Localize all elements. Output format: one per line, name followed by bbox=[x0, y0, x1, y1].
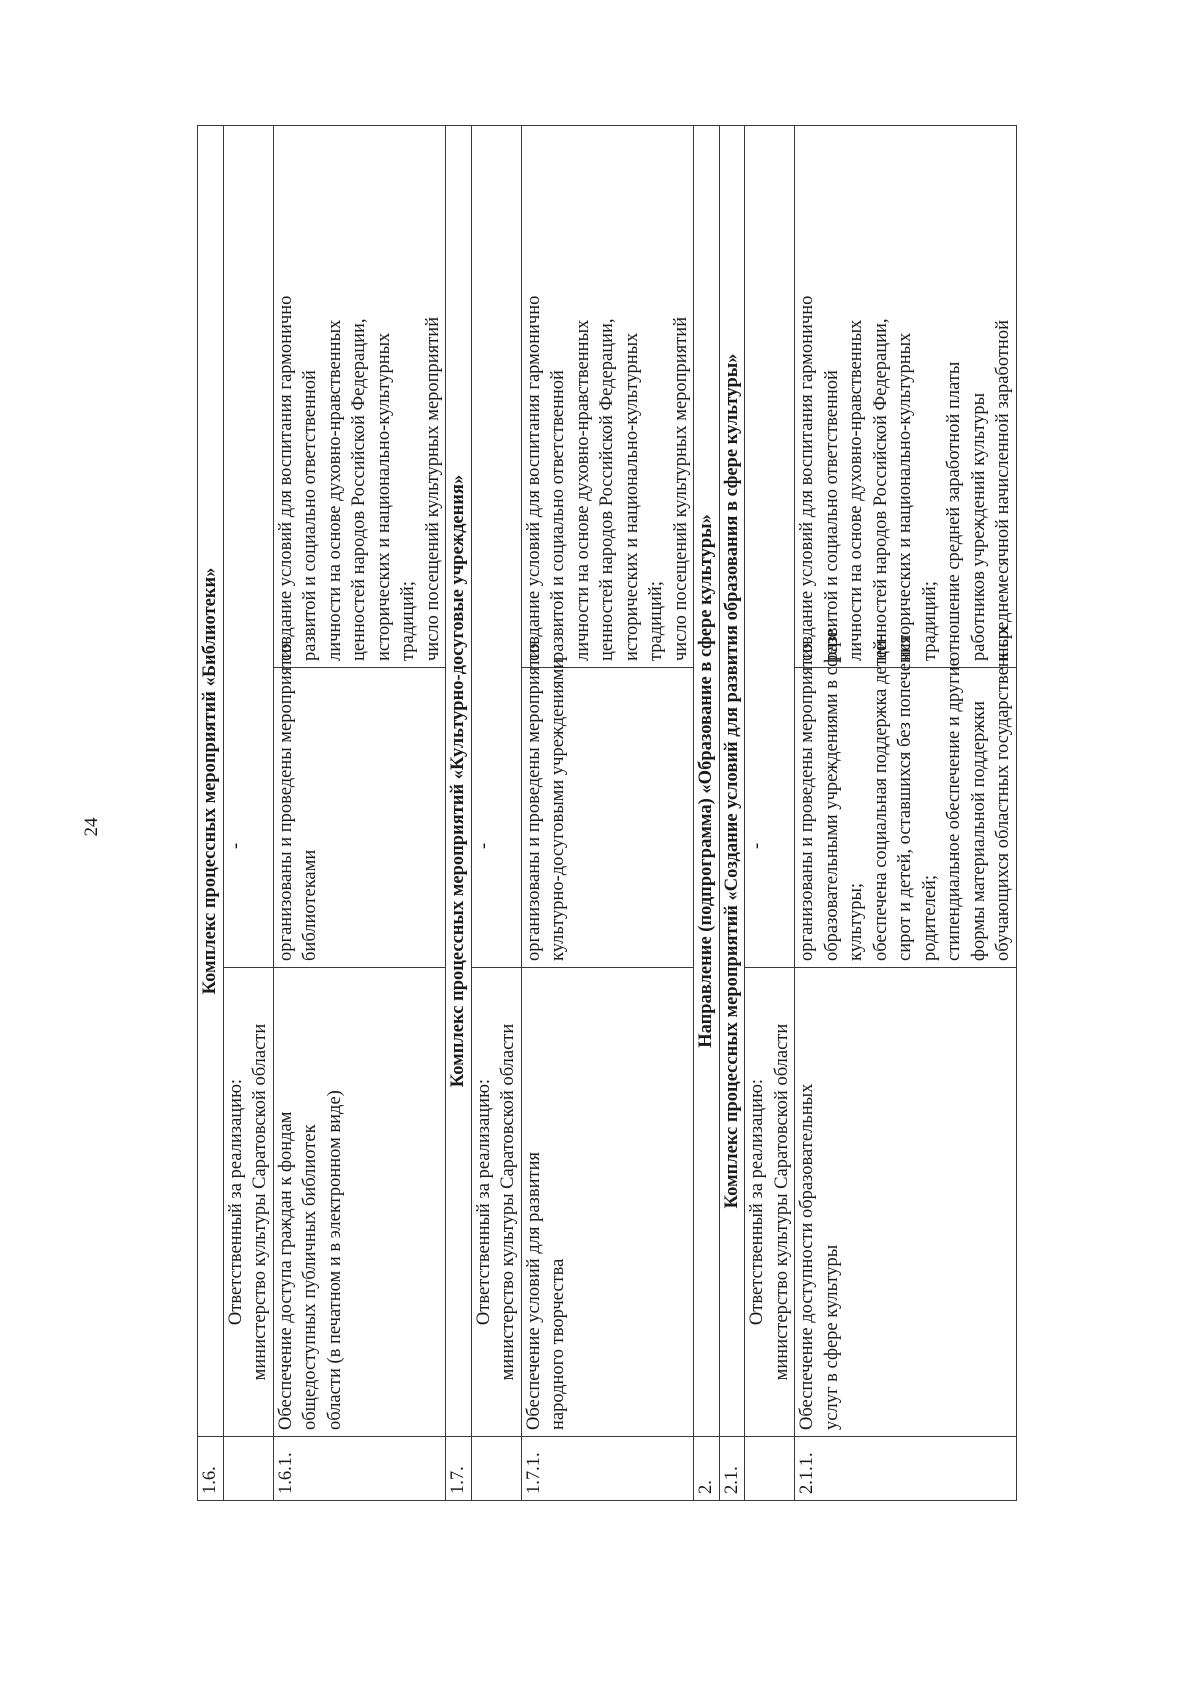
task-row bbox=[521, 125, 694, 1500]
section-heading-row bbox=[719, 125, 745, 1500]
effect-line: образовательными учреждениями в сфере bbox=[821, 629, 842, 961]
link-line: традиций; bbox=[646, 581, 666, 661]
responsible-dash-cell bbox=[745, 125, 795, 967]
link-line: исторических и национально-культурных bbox=[895, 332, 915, 661]
link-line: ценностей народов Российской Федерации, bbox=[349, 318, 369, 661]
row-number: 1.7.1. bbox=[521, 1437, 694, 1501]
effect-line: культурно-досуговыми учреждениями bbox=[548, 658, 568, 961]
row-number: 2.1. bbox=[719, 1437, 745, 1501]
section-heading: Комплекс процессных мероприятий «Культурно-досуговые учреждения» bbox=[446, 125, 472, 1436]
link-line: личности на основе духовно-нравственных bbox=[572, 319, 593, 661]
link-line: развитой и социально ответственной bbox=[300, 370, 320, 661]
page-number: 24 bbox=[81, 817, 102, 837]
link-line: личности на основе духовно-нравственных bbox=[324, 319, 345, 661]
effect-line: обучающихся областных государственных bbox=[993, 625, 1013, 961]
effect-line: стипендиальное обеспечение и другие bbox=[944, 658, 964, 961]
link-line: исторических и национально-культурных bbox=[373, 332, 394, 661]
dash-mark: - bbox=[473, 842, 494, 849]
task-line: общедоступных публичных библиотек bbox=[300, 1124, 320, 1430]
rotated-table-frame bbox=[197, 126, 1013, 1501]
section-heading-row bbox=[198, 125, 224, 1500]
task-cell bbox=[273, 968, 446, 1437]
link-line: к среднемесячной начисленной заработной bbox=[993, 320, 1013, 661]
link-line: число посещений культурных мероприятий bbox=[422, 316, 443, 661]
link-line: традиций; bbox=[398, 581, 418, 661]
responsible-text bbox=[471, 968, 521, 1437]
effect-cell bbox=[521, 640, 694, 968]
responsible-dash-cell bbox=[223, 125, 273, 967]
link-line: создание условий для воспитания гармонично bbox=[797, 295, 817, 661]
section-heading: Комплекс процессных мероприятий «Создание условий для развития образования в сфере культуры» bbox=[719, 125, 745, 1436]
responsible-label: Ответственный за реализацию: bbox=[225, 1078, 246, 1326]
link-cell bbox=[521, 125, 694, 667]
row-number: 1.7. bbox=[446, 1437, 472, 1501]
effect-line: культуры; bbox=[846, 882, 866, 961]
row-number: 1.6. bbox=[198, 1437, 224, 1501]
effect-cell bbox=[795, 625, 1017, 968]
effect-line: сирот и детей, оставшихся без попечения bbox=[895, 634, 915, 961]
task-row bbox=[795, 125, 1017, 1500]
responsible-label: Ответственный за реализацию: bbox=[747, 1078, 767, 1326]
effect-line: родителей; bbox=[919, 874, 940, 961]
dash-mark: - bbox=[747, 842, 767, 849]
task-line: услуг в сфере культуры bbox=[821, 1244, 842, 1430]
link-line: личности на основе духовно-нравственных bbox=[846, 319, 866, 661]
link-line: создание условий для воспитания гармонично bbox=[523, 295, 544, 661]
link-line: ценностей народов Российской Федерации, bbox=[597, 318, 617, 661]
row-number: 1.6.1. bbox=[273, 1437, 446, 1501]
effect-line: обеспечена социальная поддержка детей- bbox=[870, 634, 891, 961]
dash-mark: - bbox=[225, 842, 246, 849]
responsible-text bbox=[223, 968, 273, 1437]
effect-line: библиотеками bbox=[300, 849, 320, 961]
row-number: 2.1.1. bbox=[795, 1437, 1017, 1501]
responsible-ministry: министерство культуры Саратовской области bbox=[250, 1023, 270, 1381]
effect-line: организованы и проведены мероприятия bbox=[523, 640, 544, 961]
link-line: работников учреждений культуры bbox=[968, 392, 989, 661]
link-line: отношение средней заработной платы bbox=[944, 361, 964, 661]
effect-line: организованы и проведены мероприятия bbox=[797, 640, 817, 961]
direction-heading: Направление (подпрограмма) «Образование в сфере культуры» bbox=[694, 125, 720, 1436]
row-number-empty bbox=[745, 1437, 795, 1501]
task-line: Обеспечение доступности образовательных bbox=[797, 1083, 817, 1430]
direction-heading-row bbox=[694, 125, 720, 1500]
section-heading: Комплекс процессных мероприятий «Библиотеки» bbox=[198, 125, 224, 1436]
effect-cell bbox=[273, 640, 446, 968]
task-cell bbox=[795, 968, 1017, 1437]
link-line: развитой и социально ответственной bbox=[548, 370, 568, 661]
row-number-empty bbox=[223, 1437, 273, 1501]
responsible-dash-cell bbox=[471, 125, 521, 967]
responsible-row bbox=[223, 125, 273, 1500]
row-number-empty bbox=[471, 1437, 521, 1501]
responsible-text bbox=[745, 968, 795, 1437]
link-line: традиций; bbox=[919, 581, 940, 661]
responsible-label: Ответственный за реализацию: bbox=[473, 1078, 494, 1326]
responsible-row bbox=[745, 125, 795, 1500]
responsible-ministry: министерство культуры Саратовской области bbox=[771, 1023, 792, 1381]
link-cell bbox=[273, 125, 446, 667]
link-line: исторических и национально-культурных bbox=[621, 332, 642, 661]
link-line: развитой и социально ответственной bbox=[821, 370, 842, 661]
link-line: ценностей народов Российской Федерации, bbox=[870, 318, 891, 661]
task-line: Обеспечение доступа граждан к фондам bbox=[275, 1111, 296, 1430]
row-number: 2. bbox=[694, 1437, 720, 1501]
link-line: создание условий для воспитания гармонично bbox=[275, 295, 296, 661]
link-line: число посещений культурных мероприятий bbox=[670, 316, 691, 661]
section-heading-row bbox=[446, 125, 472, 1500]
effect-line: формы материальной поддержки bbox=[968, 700, 989, 961]
task-line: Обеспечение условий для развития bbox=[523, 1152, 544, 1430]
measures-table bbox=[197, 125, 1017, 1501]
task-line: народного творчества bbox=[548, 1258, 568, 1430]
task-line: области (в печатном и в электронном виде) bbox=[324, 1090, 345, 1430]
responsible-row bbox=[471, 125, 521, 1500]
responsible-ministry: министерство культуры Саратовской области bbox=[498, 1023, 518, 1381]
task-row bbox=[273, 125, 446, 1500]
effect-line: организованы и проведены мероприятия bbox=[275, 640, 296, 961]
task-cell bbox=[521, 968, 694, 1437]
link-cell bbox=[795, 125, 1017, 667]
